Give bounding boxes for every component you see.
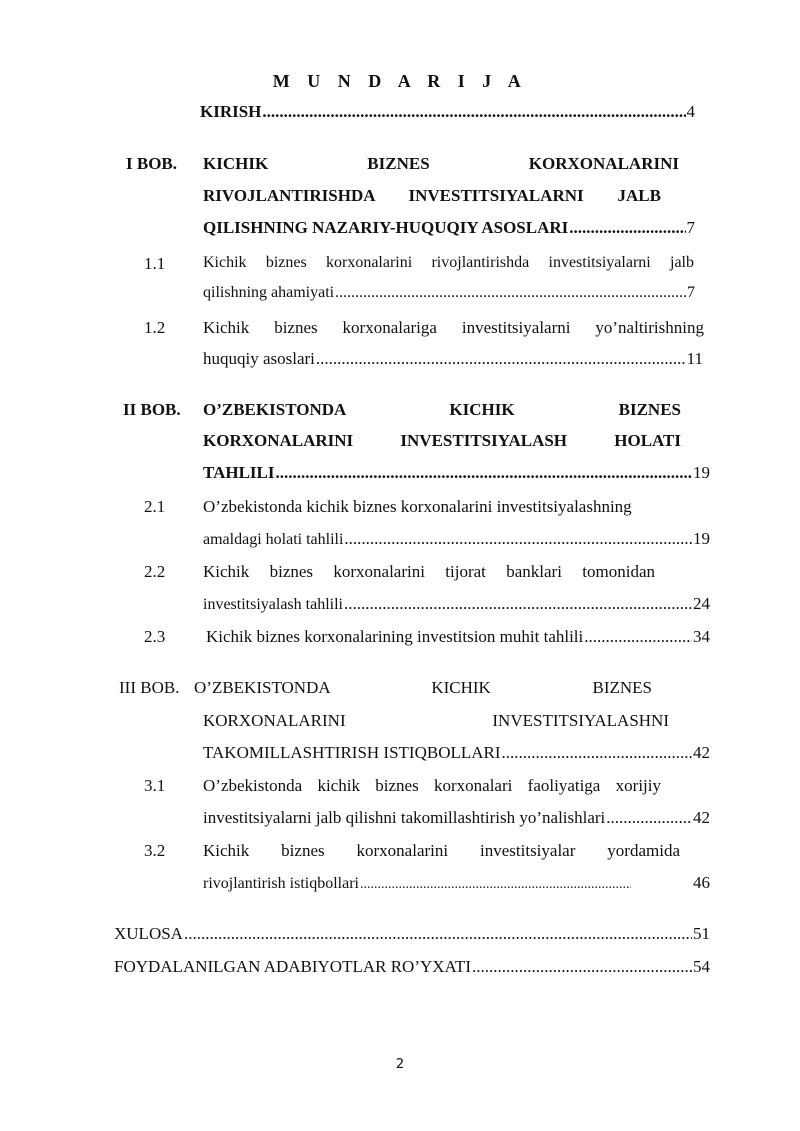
toc-entry-section-1-1[interactable] [203, 284, 695, 308]
toc-entry-label: qilishning ahamiyati [203, 284, 335, 301]
chapter-1-number: I BOB. [126, 154, 178, 173]
toc-entry-xulosa[interactable] [114, 924, 710, 948]
toc-page-number: 54 [693, 957, 710, 976]
toc-entry-section-1-2[interactable] [203, 349, 703, 373]
toc-entry-chapter-1[interactable] [203, 218, 695, 242]
dot-leader [569, 218, 685, 238]
section-1-1-number: 1.1 [144, 254, 166, 273]
toc-entry-label: QILISHNING NAZARIY-HUQUQIY ASOSLARI [203, 218, 569, 237]
toc-page-number: 19 [693, 529, 710, 548]
dot-leader [276, 463, 693, 483]
dot-leader [344, 529, 692, 549]
toc-entry-label: TAKOMILLASHTIRISH ISTIQBOLLARI [203, 743, 501, 762]
section-3-1-title-line-1: O’zbekistonda kichik biznes korxonalari faoliyatiga xorijiy [203, 776, 661, 795]
dot-leader [335, 284, 686, 302]
dot-leader [584, 627, 692, 647]
chapter-3-title-line-2: KORXONALARINI INVESTITSIYALASHNI [203, 711, 669, 730]
chapter-2-number: II BOB. [123, 400, 181, 419]
toc-title: M U N D A R I J A [272, 71, 528, 91]
toc-entry-label: Kichik biznes korxonalarining investitsion muhit tahlili [206, 627, 584, 646]
toc-page-number: 19 [693, 463, 710, 482]
toc-entry-label: rivojlantirish istiqbollari [203, 875, 359, 892]
dot-leader [344, 594, 692, 614]
toc-entry-adabiyotlar[interactable] [114, 957, 710, 981]
page-number: 2 [395, 1057, 405, 1072]
section-3-1-number: 3.1 [144, 776, 166, 795]
chapter-1-title-line-1: KICHIK BIZNES KORXONALARINI [203, 154, 679, 173]
section-1-1-title-line-1: Kichik biznes korxonalarini rivojlantirishda investitsiyalarni jalb [203, 254, 694, 271]
toc-entry-label: TAHLILI [203, 463, 275, 482]
dot-leader [316, 349, 686, 369]
toc-entry-section-3-2[interactable] [203, 873, 710, 897]
section-2-1-title-line-1: O’zbekistonda kichik biznes korxonalarini investitsiyalashning [203, 497, 632, 516]
toc-entry-label: huquqiy asoslari [203, 349, 315, 368]
toc-entry-kirish[interactable] [200, 102, 695, 126]
toc-entry-label: amaldagi holati tahlili [203, 531, 344, 548]
toc-page-number: 42 [693, 808, 710, 827]
toc-entry-section-2-3[interactable] [206, 627, 710, 651]
toc-entry-chapter-2[interactable] [203, 463, 710, 487]
toc-page-number: 4 [686, 102, 695, 121]
toc-entry-label: KIRISH [200, 102, 262, 121]
section-1-2-number: 1.2 [144, 318, 166, 337]
toc-page-number: 11 [686, 349, 703, 368]
section-2-2-title-line-1: Kichik biznes korxonalarini tijorat banklari tomonidan [203, 562, 655, 581]
toc-page-number: 46 [693, 873, 710, 892]
section-3-2-title-line-1: Kichik biznes korxonalarini investitsiyalar yordamida [203, 841, 680, 860]
chapter-3-number: III BOB. [119, 678, 180, 697]
toc-page-number: 7 [687, 284, 695, 301]
chapter-2-title-line-2: KORXONALARINI INVESTITSIYALASH HOLATI [203, 431, 681, 450]
toc-entry-section-3-1[interactable] [203, 808, 710, 832]
toc-entry-label: investitsiyalarni jalb qilishni takomillashtirish yo’nalishlari [203, 808, 606, 827]
toc-entry-section-2-1[interactable] [203, 529, 710, 553]
dot-leader [184, 924, 692, 944]
section-2-1-number: 2.1 [144, 497, 166, 516]
toc-page-number: 51 [693, 924, 710, 943]
dot-leader [472, 957, 692, 977]
chapter-3-title-line-1: O’ZBEKISTONDA KICHIK BIZNES [194, 678, 652, 697]
toc-entry-label: XULOSA [114, 924, 183, 943]
section-2-2-number: 2.2 [144, 562, 166, 581]
toc-entry-label: investitsiyalash tahlili [203, 596, 343, 613]
toc-page-number: 24 [693, 594, 710, 613]
toc-entry-label: FOYDALANILGAN ADABIYOTLAR RO’YXATI [114, 957, 471, 976]
toc-page-number: 34 [693, 627, 710, 646]
dot-leader [502, 743, 692, 763]
toc-page-number: 42 [693, 743, 710, 762]
section-3-2-number: 3.2 [144, 841, 166, 860]
dot-leader [606, 808, 692, 828]
toc-entry-chapter-3[interactable] [203, 743, 710, 767]
dot-leader [360, 877, 631, 893]
toc-page-number: 7 [686, 218, 695, 237]
section-1-2-title-line-1: Kichik biznes korxonalariga investitsiyalarni yo’naltirishning [203, 318, 704, 337]
dot-leader [262, 102, 685, 122]
toc-entry-section-2-2[interactable] [203, 594, 710, 618]
section-2-3-number: 2.3 [144, 627, 166, 646]
chapter-2-title-line-1: O’ZBEKISTONDA KICHIK BIZNES [203, 400, 681, 419]
chapter-1-title-line-2: RIVOJLANTIRISHDA INVESTITSIYALARNI JALB [203, 186, 661, 205]
